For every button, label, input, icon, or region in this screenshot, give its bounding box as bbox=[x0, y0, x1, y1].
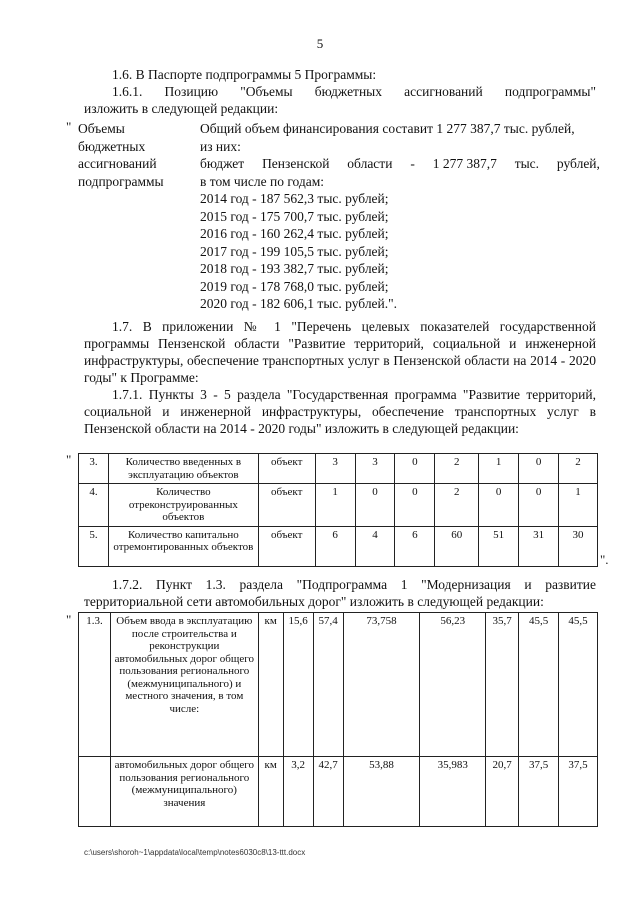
table-indicators-2 bbox=[78, 612, 598, 827]
paragraph-1-7-2: 1.7.2. Пункт 1.3. раздела "Подпрограмма 1 "Модернизация и развитие территориальной сети автомобильных дорог" изложить в следующей редакции: bbox=[84, 577, 596, 609]
paragraph-1-6-1-line1: 1.6.1. Позицию "Объемы бюджетных ассигнований подпрограммы" bbox=[112, 84, 596, 99]
table1-open-quote: " bbox=[66, 452, 72, 467]
page-number: 5 bbox=[316, 36, 324, 51]
table-row: автомобильных дорог общего пользования регионального (межмуниципального) значения км 3,2 42,7 53,88 35,983 20,7 37,5 37,5 bbox=[79, 757, 598, 827]
passport-budget-line: бюджет Пензенской области - 1 277 387,7 тыс. рублей, bbox=[200, 156, 600, 171]
table-row: 4. Количество отреконструированных объектов объект 1 0 0 2 0 0 1 bbox=[79, 484, 598, 527]
table-row: 5. Количество капитально отремонтированных объектов объект 6 4 6 60 51 31 30 bbox=[79, 526, 598, 566]
passport-open-quote: " bbox=[66, 119, 72, 134]
paragraph-1-6: 1.6. В Паспорте подпрограммы 5 Программы: bbox=[112, 67, 377, 82]
passport-year-2018: 2018 год - 193 382,7 тыс. рублей; bbox=[200, 261, 389, 276]
footer-file-path: c:\users\shoroh~1\appdata\local\temp\notes6030c8\13-ttt.docx bbox=[84, 848, 306, 857]
paragraph-1-6-1-line2: изложить в следующей редакции: bbox=[84, 101, 279, 116]
passport-year-2019: 2019 год - 178 768,0 тыс. рублей; bbox=[200, 278, 389, 294]
paragraph-1-7-1: 1.7.1. Пункты 3 - 5 раздела "Государственная программа "Развитие территорий, социальной и инженерной инфраструктуры, обеспечение транспортных услуг в Пензенской области на 2014 - 2020 годы" изложить в следующей редакции: bbox=[84, 387, 596, 436]
passport-year-2016: 2016 год - 160 262,4 тыс. рублей; bbox=[200, 226, 389, 241]
passport-text: Общий объем финансирования составит 1 277 387,7 тыс. рублей, из них: бюджет Пензенской области - 1 277 387,7 тыс. рублей, в том числе по годам: 2014 год - 187 562,3 тыс. рублей; 2015 год - 175 700,7 тыс. рублей; 2016 год - 160 262,4 тыс. рублей; 2017 год - 199 105,5 тыс. рублей; 2018 год - 193 382,7 тыс. рублей; 2019 год - 178 768,0 тыс. рублей; 2020 год - 182 606,1 тыс. рублей.". bbox=[200, 121, 600, 311]
paragraph-1-6-1 bbox=[84, 83, 596, 117]
table-row: 3. Количество введенных в эксплуатацию объектов объект 3 3 0 2 1 0 2 bbox=[79, 454, 598, 484]
passport-year-2017: 2017 год - 199 105,5 тыс. рублей; bbox=[200, 243, 389, 259]
table-indicators-1 bbox=[78, 453, 598, 567]
passport-year-2015: 2015 год - 175 700,7 тыс. рублей; bbox=[200, 208, 389, 224]
table2-open-quote: " bbox=[66, 612, 72, 627]
table1-close-quote: ". bbox=[600, 552, 609, 567]
table-row: 1.3. Объем ввода в эксплуатацию после строительства и реконструкции автомобильных дорог общего пользования регионального (межмуниципального) и местного значения, в том числе: км 15,6 57,4 73,758 56,23 35,7 45,5 45,5 bbox=[79, 613, 598, 757]
passport-year-2020: 2020 год - 182 606,1 тыс. рублей.". bbox=[200, 296, 398, 311]
passport-year-2014: 2014 год - 187 562,3 тыс. рублей; bbox=[200, 191, 389, 206]
paragraph-1-7: 1.7. В приложении № 1 "Перечень целевых показателей государственной программы Пензенской области "Развитие территорий, социальной и инженерной инфраструктуры, обеспечение транспортных услуг в Пензенской области на 2014 - 2020 годы" к Программе: bbox=[84, 319, 596, 385]
passport-label: Объемы бюджетных ассигнований подпрограммы bbox=[78, 121, 164, 189]
